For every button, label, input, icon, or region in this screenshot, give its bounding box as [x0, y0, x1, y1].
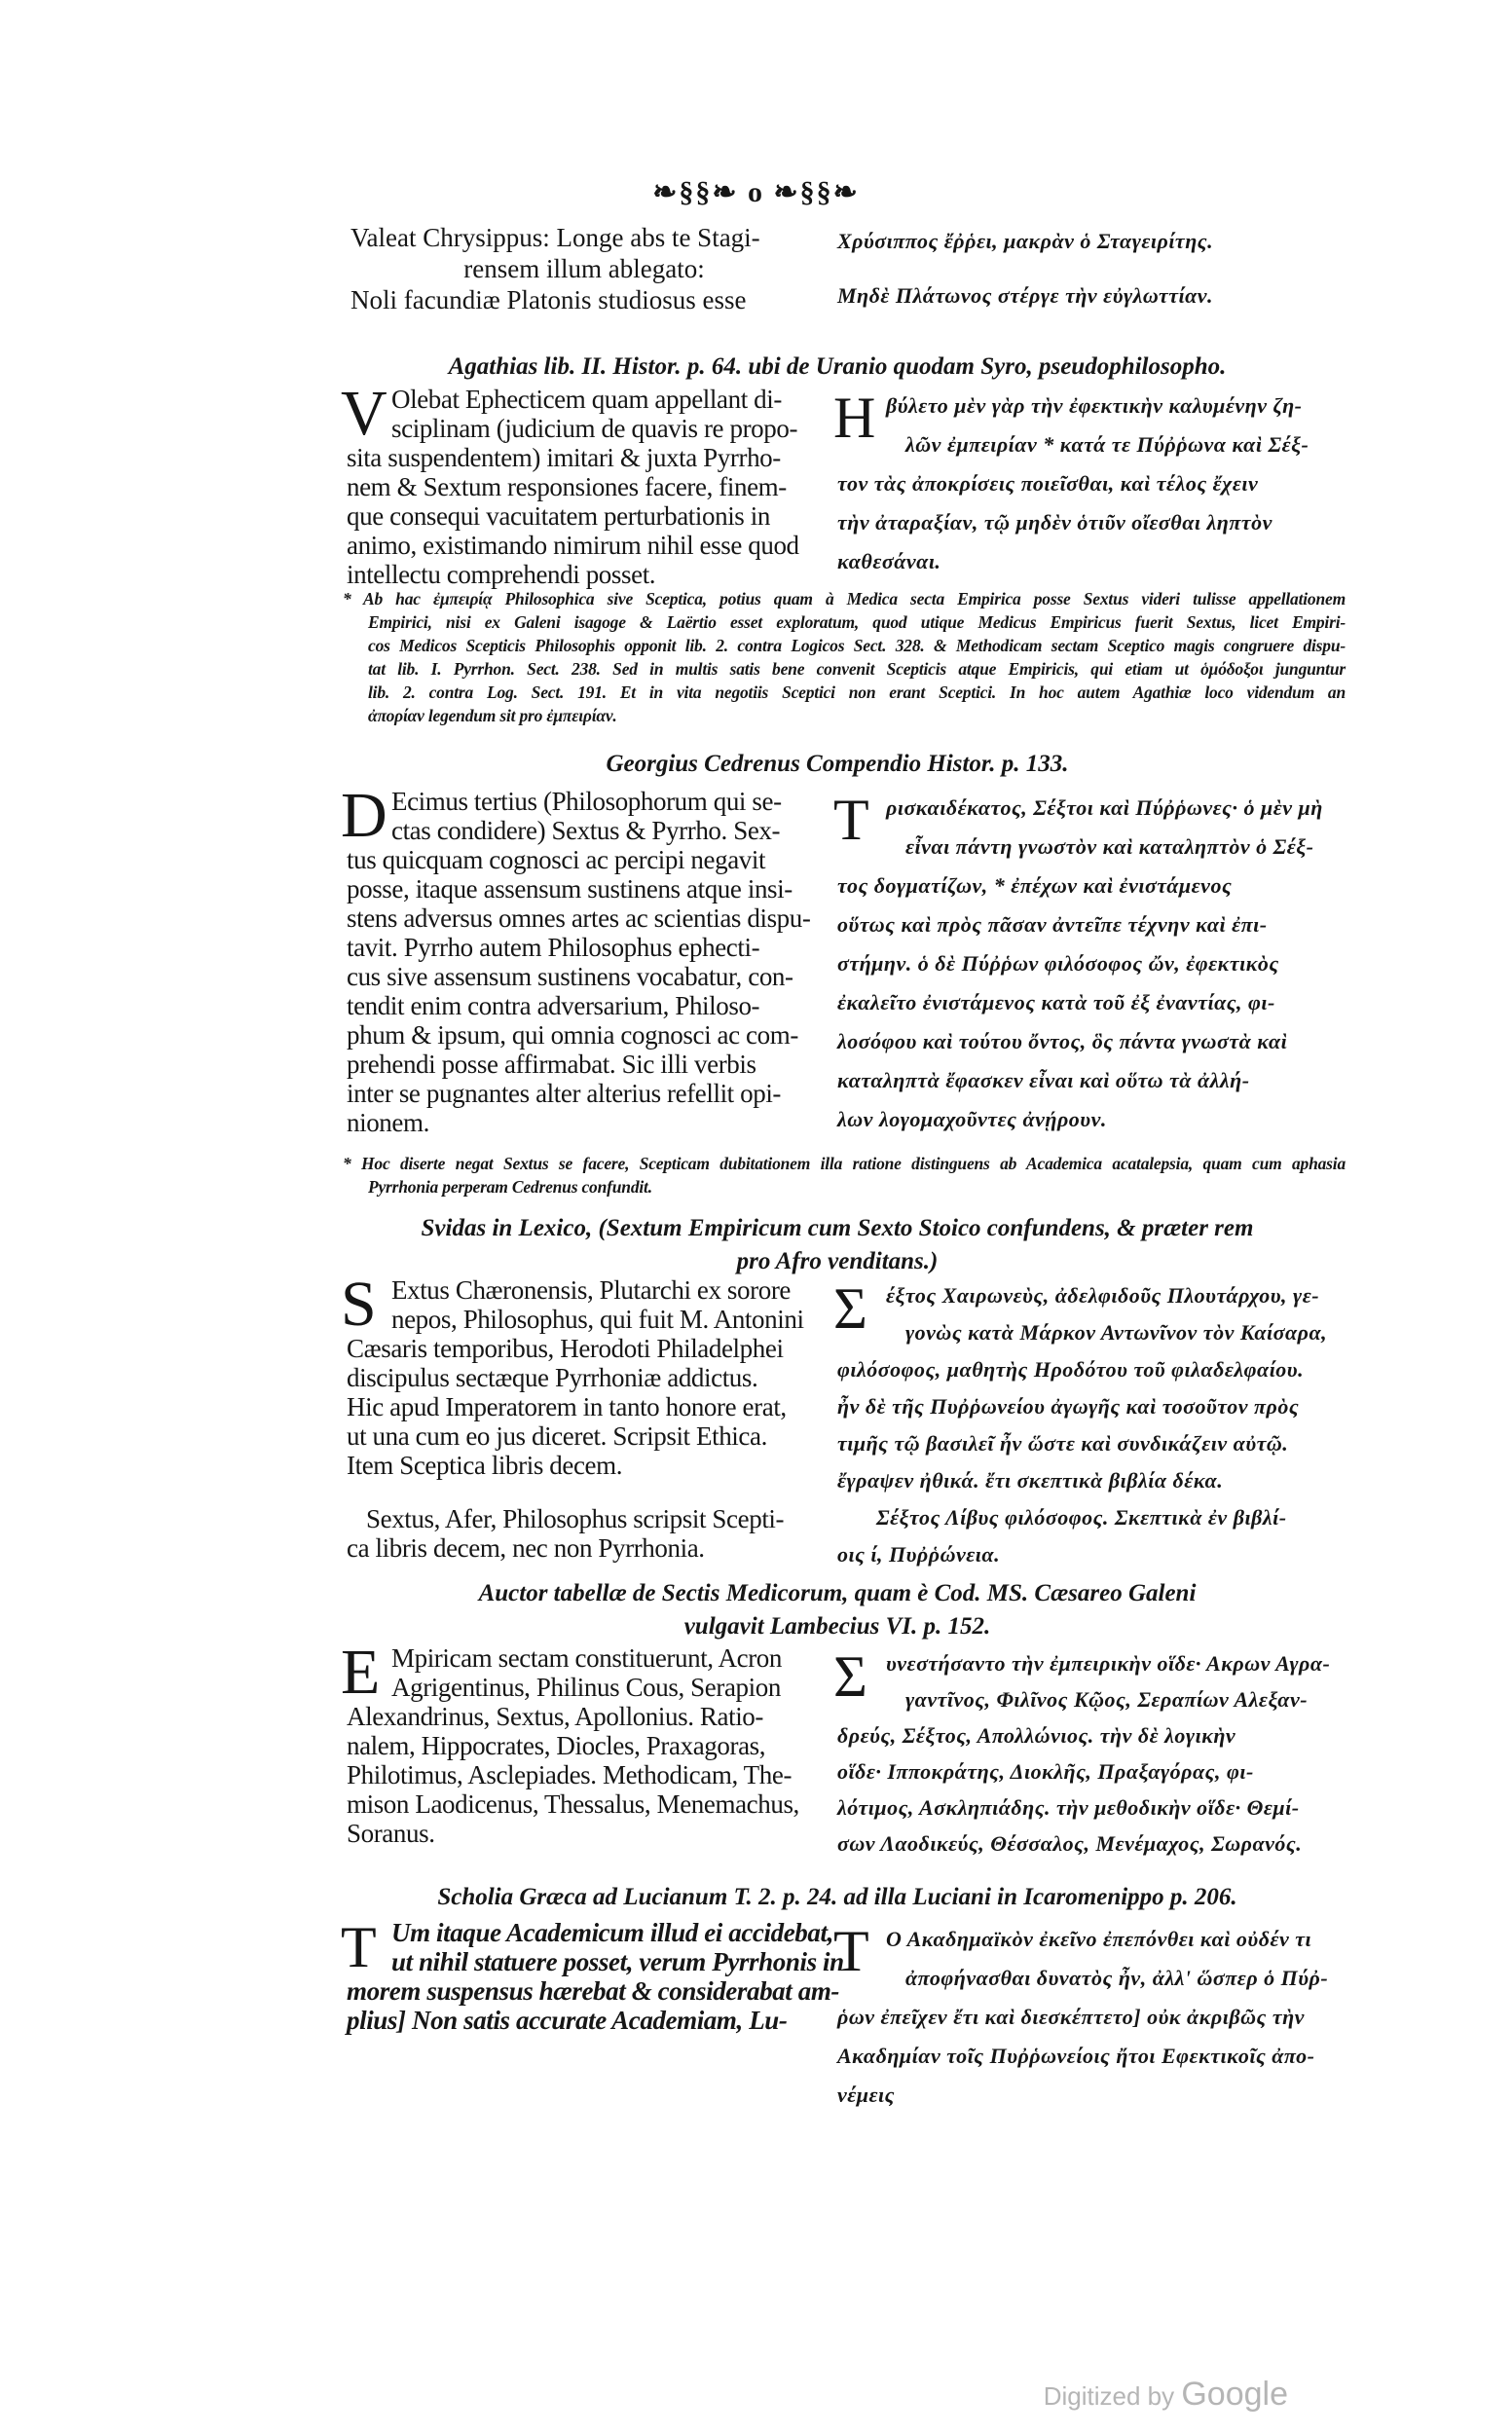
latin-line: nionem.: [347, 1108, 429, 1137]
greek-line: τὴν ἀταραξίαν, τῷ μηδὲν ὁτιῦν οἴεσθαι ληπτὸν: [837, 510, 1272, 535]
greek-line: ἐκαλεῖτο ἐνιστάμενος κατὰ τοῦ ἐξ ἐναντίας, φι-: [837, 990, 1275, 1014]
header-ornament: ❧§§❧ o ❧§§❧: [652, 176, 860, 208]
greek-column: [833, 1644, 1344, 1862]
line: Noli facundiæ Platonis studiosus esse: [350, 285, 747, 314]
greek-line: ἔγραψεν ἠθικά. ἔτι σκεπτικὰ βιβλία δέκα.: [837, 1468, 1224, 1493]
latin-line: Soranus.: [347, 1819, 435, 1848]
drop-cap: Σ: [833, 1276, 868, 1341]
latin-line: phum & ipsum, qui omnia cognosci ac com-: [347, 1020, 798, 1050]
heading-line: pro Afro venditans.): [736, 1248, 939, 1274]
latin-line: sita suspendentem) imitari & juxta Pyrrho-: [347, 443, 781, 472]
latin-line: ut una cum eo jus diceret. Scripsit Ethica.: [347, 1421, 767, 1451]
greek-line: τον τὰς ἀποκρίσεις ποιεῖσθαι, καὶ τέλος ἔχειν: [837, 471, 1259, 496]
drop-cap: T: [833, 788, 870, 852]
drop-cap: T: [833, 1919, 870, 1983]
footnote: [343, 587, 1346, 727]
latin-line: cus sive assensum sustinens vocabatur, con-: [347, 962, 793, 991]
footnote: [343, 1152, 1346, 1199]
latin-line: Sextus, Afer, Philosophus scripsit Scepti-: [366, 1504, 785, 1533]
footnote-line: ἀπορίαν legendum sit pro ἐμπειρίαν.: [368, 706, 617, 725]
latin-line: stens adversus omnes artes ac scientias dispu-: [347, 904, 811, 933]
latin-line: mison Laodicenus, Thessalus, Menemachus,: [347, 1789, 799, 1819]
section-heading: [331, 1212, 1344, 1278]
footnote-line: cos Medicos Scepticis Philosophis opponit lib. 2. contra Logicos Sect. 328. & Methodicam sectam Sceptico magis congruere dispu-: [368, 636, 1346, 655]
heading-line: Agathias lib. II. Histor. p. 64. ubi de Uranio quodam Syro, pseudophilosopho.: [448, 353, 1227, 380]
greek-line: Σέξτος Λίβυς φιλόσοφος. Σκεπτικὰ ἐν βιβλί-: [876, 1505, 1287, 1530]
greek-line: έξτος Χαιρωνεὺς, ἀδελφιδοῦς Πλουτάρχου, γε-: [886, 1283, 1320, 1308]
latin-line: Alexandrinus, Sextus, Apollonius. Ratio-: [347, 1702, 763, 1731]
latin-line: Hic apud Imperatorem in tanto honore erat,: [347, 1392, 787, 1421]
latin-line: nepos, Philosophus, qui fuit M. Antonini: [391, 1305, 804, 1334]
greek-column-2: [837, 1499, 1344, 1573]
greek-line: σων Λαοδικεύς, Θέσσαλος, Μενέμαχος, Σωρανός.: [837, 1831, 1303, 1856]
greek-line: υνεστήσαντο τὴν ἐμπειρικὴν οἵδε· Ακρων Αγρα-: [886, 1651, 1331, 1676]
greek-line: οις ί, Πυῤῥώνεια.: [837, 1542, 1001, 1567]
latin-line: Cæsaris temporibus, Herodoti Philadelphei: [347, 1334, 784, 1363]
drop-cap: D: [341, 780, 387, 851]
greek-line: Ακαδημίαν τοῖς Πυῤῥωνείοις ἤτοι Εφεκτικοῖς ἀπο-: [837, 2044, 1315, 2068]
latin-line: plius] Non satis accurate Academiam, Lu-: [347, 2006, 788, 2035]
greek-line: λῶν ἐμπειρίαν * κατά τε Πύῤῥωνα καὶ Σέξ-: [905, 432, 1309, 457]
latin-line: intellectu comprehendi posset.: [347, 560, 656, 589]
greek-line: δρεύς, Σέξτος, Απολλώνιος. τὴν δὲ λογικὴν: [837, 1723, 1236, 1748]
latin-line: Um itaque Academicum illud ei accidebat,: [391, 1918, 833, 1947]
latin-line: tendit enim contra adversarium, Philoso-: [347, 991, 760, 1020]
latin-line: inter se pugnantes alter alterius refellit opi-: [347, 1079, 782, 1108]
latin-line: ut nihil statuere posset, verum Pyrrhonis in: [391, 1947, 844, 1976]
heading-line: Auctor tabellæ de Sectis Medicorum, quam è Cod. MS. Cæsareo Galeni: [478, 1580, 1197, 1606]
latin-column: [341, 1637, 814, 1848]
greek-line: βύλετο μὲν γὰρ τὴν ἐφεκτικὴν καλυμένην ζη-: [886, 393, 1303, 418]
latin-line: Mpiricam sectam constituerunt, Acron: [391, 1643, 782, 1673]
latin-column: [341, 1915, 844, 2035]
greek-line: ῥων ἐπεῖχεν ἔτι καὶ διεσκέπτετο] οὐκ ἀκριβῶς τὴν: [837, 2005, 1305, 2029]
drop-cap: S: [341, 1269, 377, 1340]
latin-line: Agrigentinus, Philinus Cous, Serapion: [391, 1673, 781, 1702]
drop-cap: E: [341, 1637, 380, 1708]
greek-line: οὕτως καὶ πρὸς πᾶσαν ἀντεῖπε τέχνην καὶ ἐπι-: [837, 912, 1268, 937]
greek-column: [833, 1919, 1344, 2115]
latin-line: tavit. Pyrrho autem Philosophus ephecti-: [347, 933, 760, 962]
latin-line: prehendi posse affirmabat. Sic illi verbis: [347, 1050, 756, 1079]
footnote-line: Pyrrhonia perperam Cedrenus confundit.: [368, 1177, 652, 1197]
greek-line: εἶναι πάντη γνωστὸν καὶ καταληπτὸν ὁ Σέξ-: [905, 834, 1314, 859]
drop-cap: H: [833, 386, 876, 450]
greek-line: τιμῆς τῷ βασιλεῖ ἦν ὥστε καὶ συνδικάζειν αὐτῷ.: [837, 1431, 1289, 1456]
verse-greek: [837, 224, 1344, 313]
latin-line: ctas condidere) Sextus & Pyrrho. Sex-: [391, 816, 781, 845]
latin-line: Olebat Ephecticem quam appellant di-: [391, 385, 782, 414]
footnote-line: lib. 2. contra Log. Sect. 191. Et in vita negotiis Sceptici non erant Sceptici. In hoc autem Agathiæ loco videndum an: [368, 682, 1346, 702]
section-heading: [331, 1577, 1344, 1643]
verse-latin: [350, 222, 818, 315]
greek-line: ἦν δὲ τῆς Πυῤῥωνείου ἀγωγῆς καὶ τοσοῦτον πρὸς: [837, 1394, 1300, 1419]
section-heading: [331, 1881, 1344, 1914]
greek-line: ρισκαιδέκατος, Σέξτοι καὶ Πύῤῥωνες· ὁ μὲν μὴ: [886, 795, 1323, 820]
heading-line: Georgius Cedrenus Compendio Histor. p. 133.: [606, 751, 1069, 777]
greek-column: [833, 386, 1344, 581]
footnote-line: * Hoc diserte negat Sextus se facere, Scepticam dubitationem illa ratione distinguens ab Academica acatalepsia, quam cum aphasia: [343, 1154, 1346, 1173]
heading-line: Scholia Græca ad Lucianum T. 2. p. 24. ad illa Luciani in Icaromenippo p. 206.: [437, 1884, 1237, 1910]
latin-line: tus quicquam cognosci ac percipi negavit: [347, 845, 766, 874]
greek-line: λότιμος, Ασκληπιάδης. τὴν μεθοδικὴν οἵδε· Θεμί-: [837, 1795, 1300, 1820]
greek-line: ἀποφήνασθαι δυνατὸς ἦν, ἀλλ' ὥσπερ ὁ Πύῤ-: [905, 1966, 1329, 1990]
greek-line: νέμεις: [837, 2083, 895, 2107]
greek-line: στήμην. ὁ δὲ Πύῤῥων φιλόσοφος ὤν, ἐφεκτικὸς: [837, 951, 1279, 976]
drop-cap: T: [341, 1915, 377, 1979]
greek-line: φιλόσοφος, μαθητὴς Ηροδότου τοῦ φιλαδελφαίου.: [837, 1357, 1305, 1382]
greek-line: λοσόφου καὶ τούτου ὄντος, ὃς πάντα γνωστὰ καὶ: [837, 1029, 1288, 1053]
line: rensem illum ablegato:: [463, 254, 705, 283]
footnote-line: * Ab hac ἐμπειρίᾳ Philosophica sive Sceptica, potius quam à Medica secta Empirica posse Sextus videri tulisse appellationem: [343, 589, 1346, 608]
heading-line: Svidas in Lexico, (Sextum Empiricum cum Sexto Stoico confundens, & præter rem: [421, 1215, 1254, 1241]
line: Valeat Chrysippus: Longe abs te Stagi-: [350, 223, 760, 252]
latin-line: posse, itaque assensum sustinens atque insi-: [347, 874, 793, 904]
greek-line: γονὼς κατὰ Μάρκον Αντωνῖνον τὸν Καίσαρα,: [905, 1320, 1328, 1345]
latin-line: ca libris decem, nec non Pyrrhonia.: [347, 1533, 705, 1563]
latin-column: [341, 378, 814, 589]
latin-line: discipulus sectæque Pyrrhoniæ addictus.: [347, 1363, 758, 1392]
section-heading: [331, 350, 1344, 384]
greek-line: λων λογομαχοῦντες ἀνῄρουν.: [837, 1107, 1107, 1131]
digitized-by-google-watermark: Digitized by Google: [1043, 2376, 1288, 2413]
latin-line: nalem, Hippocrates, Diocles, Praxagoras,: [347, 1731, 766, 1760]
latin-column: [341, 780, 814, 1137]
latin-line: morem suspensus hærebat & considerabat am-: [347, 1976, 840, 2006]
greek-line: γαντῖνος, Φιλῖνος Κῷος, Σεραπίων Αλεξαν-: [905, 1687, 1309, 1712]
latin-line: Ecimus tertius (Philosophorum qui se-: [391, 787, 782, 816]
drop-cap: Σ: [833, 1644, 868, 1709]
greek-line: οἵδε· Ιπποκράτης, Διοκλῆς, Πραξαγόρας, φι-: [837, 1759, 1254, 1784]
latin-line: sciplinam (judicium de quavis re propo-: [391, 414, 798, 443]
latin-column: [341, 1269, 814, 1480]
latin-line: Philotimus, Asclepiades. Methodicam, The-: [347, 1760, 793, 1789]
latin-line: Extus Chæronensis, Plutarchi ex sorore: [391, 1275, 791, 1305]
greek-line: τος δογματίζων, * ἐπέχων καὶ ἐνιστάμενος: [837, 873, 1233, 898]
greek-line: Ο Ακαδημαϊκὸν ἐκεῖνο ἐπεπόνθει καὶ οὐδέν τι: [886, 1927, 1312, 1951]
line: Χρύσιππος ἔῤῥει, μακρὰν ὁ Σταγειρίτης.: [837, 229, 1214, 253]
latin-column-2: [347, 1504, 814, 1563]
footnote-line: Empirici, nisi ex Galeni isagoge & Laërtio esset exploratum, quod utique Medicus Empiricus fuerit Sextus, licet Empiri-: [368, 612, 1346, 632]
footnote-line: tat lib. I. Pyrrhon. Sect. 238. Sed in multis satis bene convenit Scepticis atque Empiricis, qui etiam ut ὁμόδοξοι junguntur: [368, 659, 1346, 679]
greek-line: καταληπτὰ ἔφασκεν εἶναι καὶ οὕτω τὰ ἀλλή-: [837, 1068, 1250, 1092]
drop-cap: V: [341, 378, 387, 449]
latin-line: que consequi vacuitatem perturbationis in: [347, 501, 770, 531]
line: Μηδὲ Πλάτωνος στέργε τὴν εὐγλωττίαν.: [837, 283, 1214, 308]
latin-line: Item Sceptica libris decem.: [347, 1451, 623, 1480]
section-heading: [331, 748, 1344, 781]
latin-line: animo, existimando nimirum nihil esse quod: [347, 531, 799, 560]
latin-line: nem & Sextum responsiones facere, finem-: [347, 472, 787, 501]
greek-column: [833, 788, 1344, 1139]
greek-column: [833, 1276, 1344, 1499]
greek-line: καθεσάναι.: [837, 549, 941, 573]
heading-line: vulgavit Lambecius VI. p. 152.: [683, 1613, 991, 1640]
